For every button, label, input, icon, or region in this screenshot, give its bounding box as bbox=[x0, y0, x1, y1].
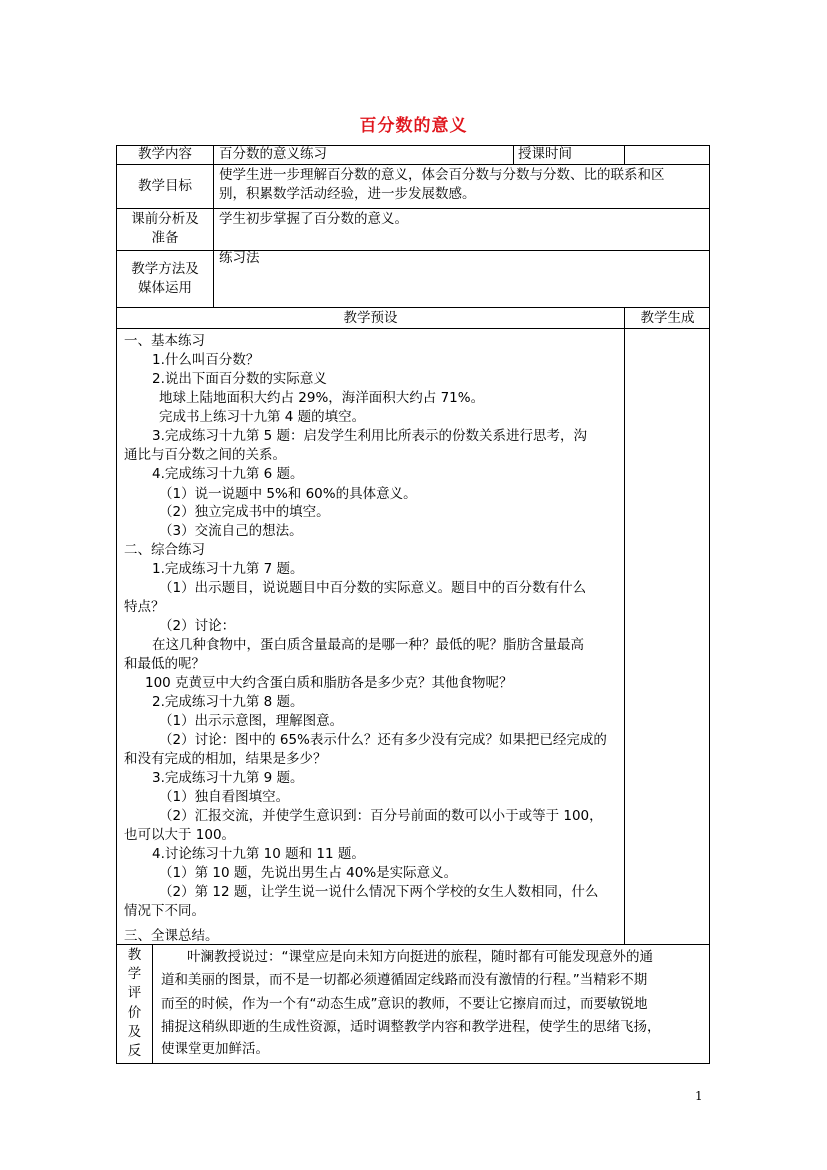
eval-line: 捕捉这稍纵即逝的生成性资源，适时调整教学内容和教学进程，使学生的思绪飞扬， bbox=[161, 1019, 661, 1035]
body-line: 和没有完成的相加，结果是多少？ bbox=[124, 751, 327, 767]
eval-label bbox=[117, 946, 152, 1061]
body-line: 4.完成练习十九第 6 题。 bbox=[152, 466, 304, 482]
body-line: （1）第 10 题，先说出男生占 40%是实际意义。 bbox=[159, 865, 458, 881]
body-line: 2.说出下面百分数的实际意义 bbox=[152, 371, 327, 387]
body-line: 三、全课总结。 bbox=[124, 928, 219, 944]
time-value bbox=[629, 145, 709, 164]
time-label: 授课时间 bbox=[518, 146, 572, 162]
method-label bbox=[117, 260, 213, 298]
body-line: 一、基本练习 bbox=[124, 333, 205, 349]
body-line: 3.完成练习十九第 5 题：启发学生利用比所表示的份数关系进行思考，沟 bbox=[152, 428, 588, 444]
body-line: 特点？ bbox=[124, 599, 165, 615]
body-line: （2）讨论：图中的 65%表示什么？还有多少没有完成？如果把已经完成的 bbox=[159, 732, 607, 748]
body-line: （1）出示题目，说说题目中百分数的实际意义。题目中的百分数有什么 bbox=[159, 580, 587, 596]
body-line: 100 克黄豆中大约含蛋白质和脂肪各是多少克？其他食物呢？ bbox=[145, 675, 513, 691]
goal-line: 别，积累数学活动经验，进一步发展数感。 bbox=[219, 186, 476, 203]
eval-label-char: 学 bbox=[127, 966, 142, 983]
body-line: （3）交流自己的想法。 bbox=[159, 523, 303, 539]
prep-label bbox=[117, 210, 213, 248]
body-line: （2）独立完成书中的填空。 bbox=[159, 504, 330, 520]
prep-value: 学生初步掌握了百分数的意义。 bbox=[219, 211, 408, 227]
body-line: 二、综合练习 bbox=[124, 542, 205, 558]
content-label: 教学内容 bbox=[138, 146, 192, 162]
page-title: 百分数的意义 bbox=[359, 116, 468, 136]
body-line: 和最低的呢？ bbox=[124, 656, 205, 672]
body-line: 1.完成练习十九第 7 题。 bbox=[152, 561, 304, 577]
body-line: 地球上陆地面积大约占 29%，海洋面积大约占 71%。 bbox=[159, 390, 485, 406]
eval-line: 使课堂更加鲜活。 bbox=[161, 1041, 269, 1057]
body-line: （1）出示示意图，理解图意。 bbox=[159, 713, 344, 729]
body-line: （1）说一说题中 5%和 60%的具体意义。 bbox=[159, 486, 417, 502]
goal-line: 使学生进一步理解百分数的意义，体会百分数与分数与分数、比的联系和区 bbox=[219, 167, 665, 183]
preset-header: 教学预设 bbox=[343, 310, 398, 326]
eval-label-char: 教 bbox=[127, 947, 142, 963]
body-line: 完成书上练习十九第 4 题的填空。 bbox=[159, 409, 366, 425]
eval-label-char: 及 bbox=[127, 1023, 142, 1040]
body-line: （2）汇报交流，并使学生意识到：百分号前面的数可以小于或等于 100， bbox=[159, 808, 603, 824]
body-line: 3.完成练习十九第 9 题。 bbox=[152, 770, 304, 786]
content-value: 百分数的意义练习 bbox=[219, 146, 327, 162]
body-line: 1.什么叫百分数？ bbox=[152, 352, 260, 368]
body-line: （1）独自看图填空。 bbox=[159, 789, 290, 805]
eval-line: 而至的时候，作为一个有“动态生成”意识的教师，不要让它擦肩而过，而要敏锐地 bbox=[161, 996, 648, 1012]
body-line: 在这几种食物中，蛋白质含量最高的是哪一种？最低的呢？脂肪含量最高 bbox=[152, 637, 584, 653]
eval-line: 叶澜教授说过：“课堂应是向未知方向挺进的旅程，随时都有可能发现意外的通 bbox=[187, 949, 653, 965]
goal-label: 教学目标 bbox=[138, 178, 192, 194]
goal-text bbox=[219, 166, 709, 204]
body-line: 也可以大于 100。 bbox=[124, 827, 236, 843]
method-value: 练习法 bbox=[219, 250, 260, 266]
eval-label-char: 反 bbox=[127, 1043, 142, 1060]
generate-header: 教学生成 bbox=[640, 310, 695, 326]
page-number: 1 bbox=[695, 1089, 703, 1103]
body-line: （2）第 12 题，让学生说一说什么情况下两个学校的女生人数相同，什么 bbox=[159, 884, 599, 900]
prep-label-line: 准备 bbox=[151, 230, 179, 247]
body-line: 4.讨论练习十九第 10 题和 11 题。 bbox=[152, 846, 365, 862]
eval-label-char: 评 bbox=[127, 985, 142, 1002]
prep-label-line: 课前分析及 bbox=[131, 211, 199, 227]
eval-label-char: 价 bbox=[127, 1004, 142, 1021]
method-label-line: 教学方法及 bbox=[131, 261, 199, 277]
eval-line: 道和美丽的图景，而不是一切都必须遵循固定线路而没有激情的行程。”当精彩不期 bbox=[161, 972, 648, 988]
body-line: 通比与百分数之间的关系。 bbox=[124, 447, 286, 463]
body-line: 情况下不同。 bbox=[124, 903, 205, 919]
method-label-line: 媒体运用 bbox=[138, 280, 192, 297]
body-line: 2.完成练习十九第 8 题。 bbox=[152, 694, 304, 710]
body-line: （2）讨论： bbox=[159, 618, 236, 634]
